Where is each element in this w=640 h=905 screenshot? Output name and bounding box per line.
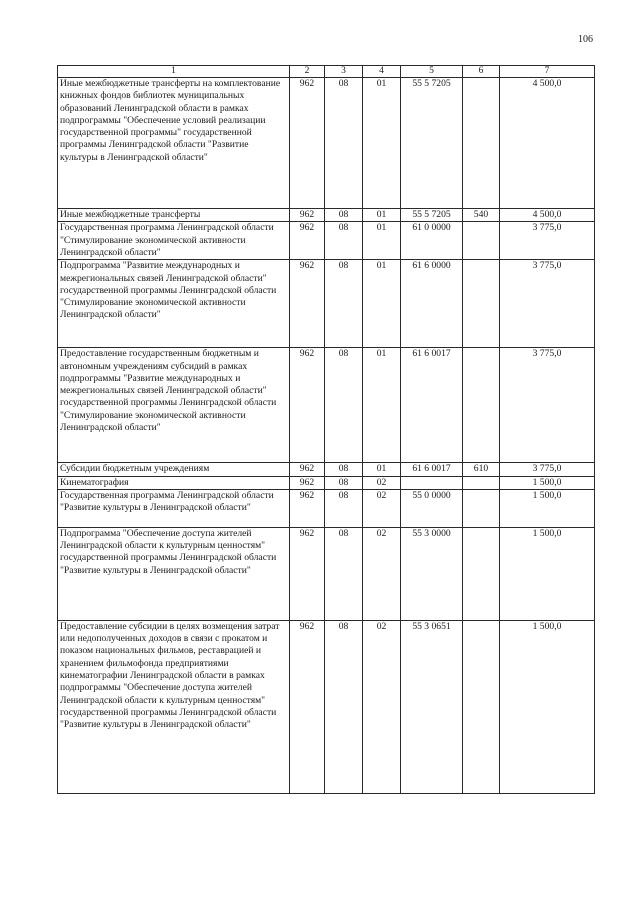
row-amount: 3 775,0: [500, 260, 595, 348]
row-amount: 1 500,0: [500, 620, 595, 793]
row-target: 55 5 7205: [401, 78, 463, 209]
row-name: Предоставление государственным бюджетным и автономным учреждениям субсидий в рамках подпрограммы "Развитие международных и межрегиональных связей Ленинградской области" государственной программы Ленинградской области "Стимулирование экономической активности Ленинградской области": [58, 348, 290, 463]
row-name: Государственная программа Ленинградской области "Развитие культуры в Ленинградской области": [58, 489, 290, 527]
header-cell-7: 7: [500, 66, 595, 78]
row-code: 962: [290, 489, 325, 527]
row-name: Подпрограмма "Обеспечение доступа жителей Ленинградской области к культурным ценностям" государственной программы Ленинградской области "Развитие культуры в Ленинградской области": [58, 527, 290, 620]
table-row: [58, 463, 595, 476]
table-row: [58, 260, 595, 348]
row-target: 61 6 0017: [401, 463, 463, 476]
row-amount: 1 500,0: [500, 489, 595, 527]
row-section: 08: [325, 209, 363, 222]
row-subsection: 01: [363, 463, 401, 476]
row-target: 61 0 0000: [401, 222, 463, 260]
budget-table: [57, 65, 595, 794]
table-row: [58, 527, 595, 620]
row-type: [463, 78, 500, 209]
row-code: 962: [290, 209, 325, 222]
row-name: Иные межбюджетные трансферты на комплектование книжных фондов библиотек муниципальных образований Ленинградской области в рамках подпрограммы "Обеспечение условий реализации государственной программы" государственной программы Ленинградской области "Развитие культуры в Ленинградской области": [58, 78, 290, 209]
table-row: [58, 209, 595, 222]
table-row: [58, 222, 595, 260]
row-type: [463, 489, 500, 527]
row-subsection: 02: [363, 476, 401, 489]
row-name: Государственная программа Ленинградской области "Стимулирование экономической активности Ленинградской области": [58, 222, 290, 260]
table-row: [58, 620, 595, 793]
header-cell-6: 6: [463, 66, 500, 78]
row-subsection: 01: [363, 348, 401, 463]
row-type: 540: [463, 209, 500, 222]
row-target: 55 0 0000: [401, 489, 463, 527]
row-amount: 4 500,0: [500, 209, 595, 222]
row-type: 610: [463, 463, 500, 476]
row-code: 962: [290, 527, 325, 620]
row-type: [463, 348, 500, 463]
row-amount: 1 500,0: [500, 476, 595, 489]
row-name: Кинематография: [58, 476, 290, 489]
row-type: [463, 260, 500, 348]
table-row: [58, 78, 595, 209]
header-cell-4: 4: [363, 66, 401, 78]
row-amount: 4 500,0: [500, 78, 595, 209]
row-section: 08: [325, 527, 363, 620]
row-subsection: 01: [363, 78, 401, 209]
header-cell-2: 2: [290, 66, 325, 78]
row-section: 08: [325, 489, 363, 527]
row-code: 962: [290, 463, 325, 476]
row-type: [463, 620, 500, 793]
row-subsection: 02: [363, 489, 401, 527]
row-amount: 3 775,0: [500, 348, 595, 463]
row-code: 962: [290, 260, 325, 348]
row-section: 08: [325, 78, 363, 209]
table-row: [58, 489, 595, 527]
header-row: [58, 66, 595, 78]
row-type: [463, 222, 500, 260]
table-row: [58, 476, 595, 489]
row-amount: 3 775,0: [500, 463, 595, 476]
row-section: 08: [325, 476, 363, 489]
row-code: 962: [290, 78, 325, 209]
row-section: 08: [325, 222, 363, 260]
row-target: 61 6 0000: [401, 260, 463, 348]
row-amount: 3 775,0: [500, 222, 595, 260]
row-target: 61 6 0017: [401, 348, 463, 463]
row-subsection: 01: [363, 209, 401, 222]
header-cell-3: 3: [325, 66, 363, 78]
row-section: 08: [325, 348, 363, 463]
row-type: [463, 527, 500, 620]
page-number: 106: [578, 34, 593, 45]
row-name: Подпрограмма "Развитие международных и межрегиональных связей Ленинградской области" государственной программы Ленинградской области "Стимулирование экономической активности Ленинградской области": [58, 260, 290, 348]
row-target: [401, 476, 463, 489]
row-section: 08: [325, 463, 363, 476]
row-amount: 1 500,0: [500, 527, 595, 620]
row-target: 55 3 0651: [401, 620, 463, 793]
row-name: Субсидии бюджетным учреждениям: [58, 463, 290, 476]
row-type: [463, 476, 500, 489]
row-section: 08: [325, 620, 363, 793]
row-code: 962: [290, 348, 325, 463]
row-code: 962: [290, 222, 325, 260]
row-name: Иные межбюджетные трансферты: [58, 209, 290, 222]
row-subsection: 02: [363, 620, 401, 793]
row-code: 962: [290, 476, 325, 489]
table-row: [58, 348, 595, 463]
row-subsection: 01: [363, 260, 401, 348]
header-cell-1: 1: [58, 66, 290, 78]
row-subsection: 01: [363, 222, 401, 260]
row-target: 55 3 0000: [401, 527, 463, 620]
row-code: 962: [290, 620, 325, 793]
row-subsection: 02: [363, 527, 401, 620]
row-target: 55 5 7205: [401, 209, 463, 222]
header-cell-5: 5: [401, 66, 463, 78]
row-name: Предоставление субсидии в целях возмещения затрат или недополученных доходов в связи с прокатом и показом национальных фильмов, реставрацией и хранением фильмофонда предприятиями кинематографии Ленинградской области в рамках подпрограммы "Обеспечение доступа жителей Ленинградской области к культурным ценностям" государственной программы Ленинградской области "Развитие культуры в Ленинградской области": [58, 620, 290, 793]
row-section: 08: [325, 260, 363, 348]
